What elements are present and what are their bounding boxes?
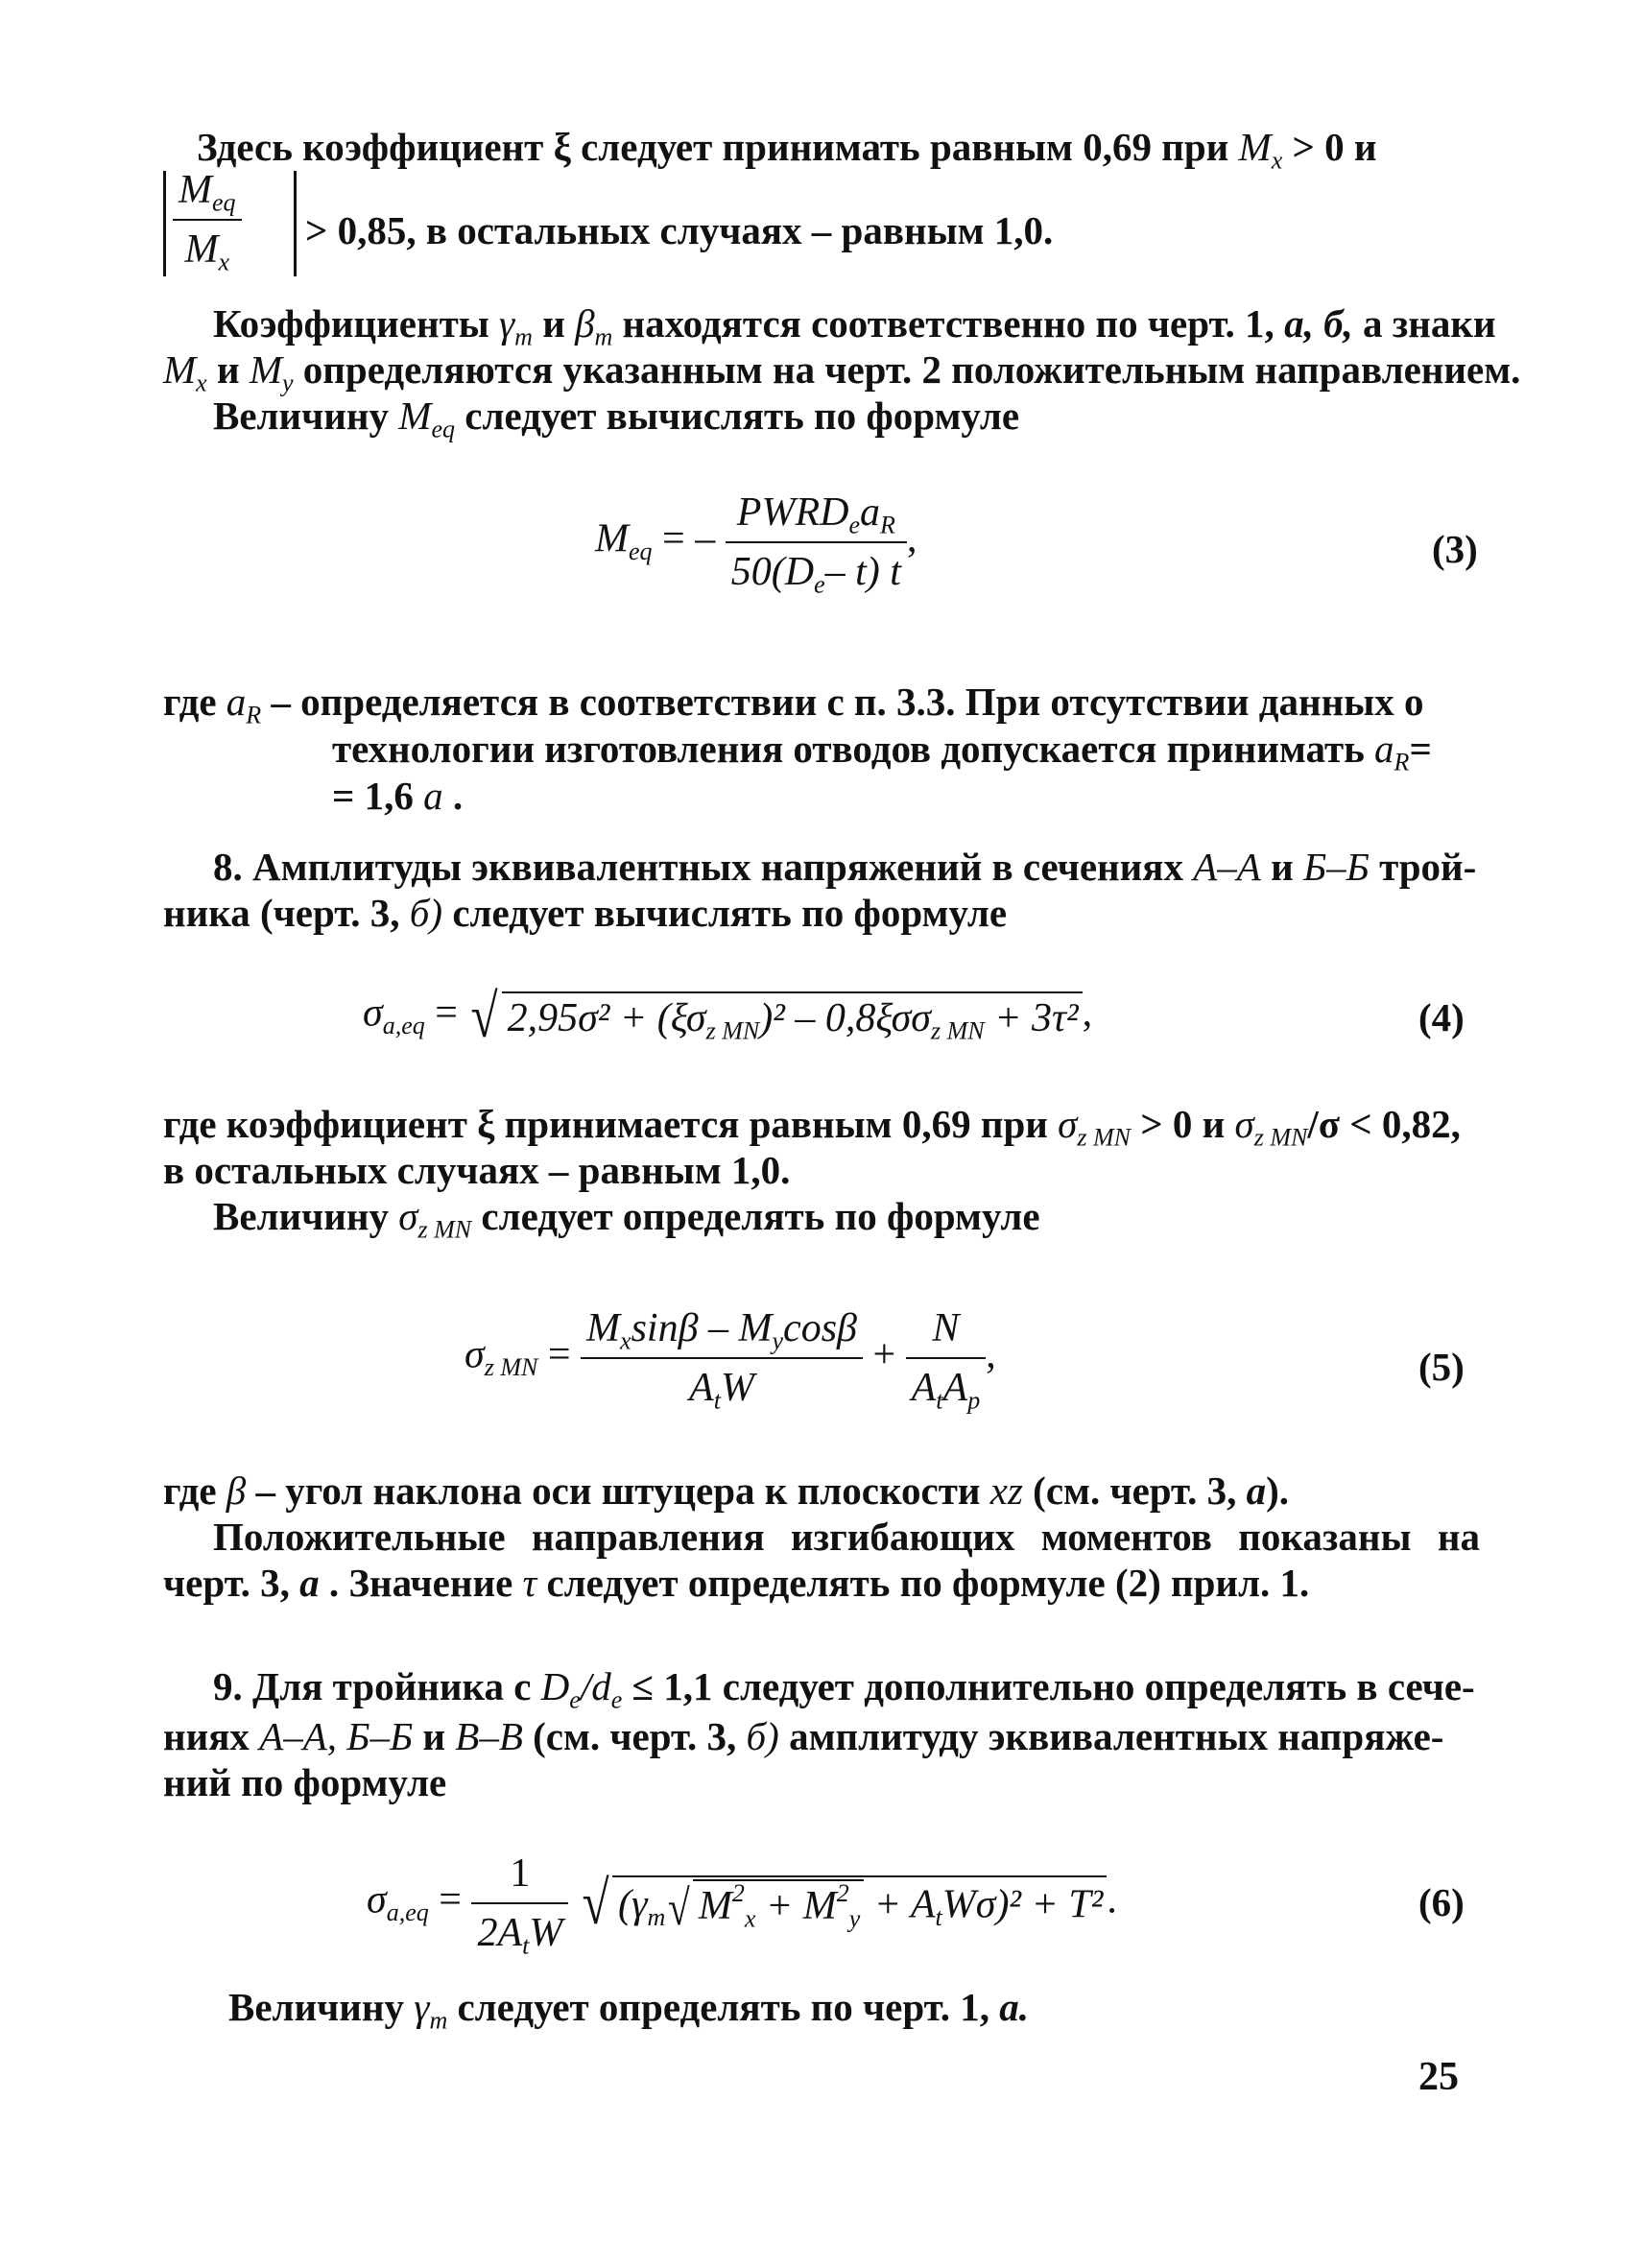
- eq5-den1-end: W: [720, 1366, 754, 1410]
- where-xi-s2-sub: z MN: [1253, 1123, 1308, 1152]
- where-ar-text-3: технологии изготовления отводов допускается принимать: [332, 727, 1365, 771]
- where-beta-text-1: где: [163, 1468, 217, 1513]
- eq5-lhs: σ: [465, 1332, 485, 1377]
- where-beta-text-2: – угол наклона оси штуцера к плоскости: [255, 1468, 981, 1513]
- coef-my-sub: y: [281, 369, 294, 397]
- eq6-eqsign: =: [439, 1877, 462, 1922]
- final-gamma: γ: [414, 1985, 430, 2029]
- eq6-lhs: σ: [367, 1877, 387, 1922]
- where-beta-text-4: ).: [1266, 1468, 1289, 1513]
- eq6-rad-c: Wσ)² + T²: [941, 1883, 1104, 1927]
- p9-dd: d: [591, 1664, 611, 1708]
- p8-and: и: [1271, 845, 1294, 889]
- eq6-dot: .: [1107, 1877, 1117, 1922]
- where-beta-text-3: (см. черт. 3,: [1033, 1468, 1237, 1513]
- where-xi-text-2: > 0 и: [1140, 1102, 1226, 1146]
- eq6-rad-b-sub: t: [935, 1903, 942, 1932]
- intro-line-2: [305, 206, 1053, 254]
- eq4-rad-3: + 3τ²: [994, 996, 1079, 1040]
- eq5-num1-end: cosβ: [783, 1306, 857, 1350]
- eq3-eqsign: = –: [662, 516, 716, 561]
- coef-meq-sub: eq: [431, 415, 455, 443]
- eq3-lhs-sub: eq: [629, 537, 653, 565]
- eq6-rad-a-sub: m: [647, 1903, 666, 1932]
- where-beta-a-2: а: [299, 1561, 320, 1605]
- coef-line-1: [213, 299, 1496, 351]
- eq5-den2-sub: t: [936, 1386, 943, 1415]
- eq6-den-end: W: [529, 1911, 563, 1955]
- where-xi-s3: σ: [398, 1194, 418, 1238]
- p8-text-3: ника (черт. 3,: [163, 891, 400, 935]
- where-ar-sym-3: a: [423, 774, 443, 818]
- eq3-lhs: M: [595, 516, 629, 561]
- abs-fraction: [173, 167, 242, 276]
- eq5-fraction-2: [906, 1305, 987, 1415]
- intro-text-2: > 0,85, в остальных случаях – равным 1,0.: [305, 208, 1054, 252]
- eq3-den-rest: – t) t: [824, 550, 901, 594]
- where-beta-xz: xz: [989, 1468, 1023, 1513]
- eq5-plus: +: [872, 1332, 896, 1377]
- where-beta-tau: τ: [522, 1561, 537, 1605]
- eq3-comma: ,: [906, 516, 917, 561]
- intro-line-1: [197, 123, 1483, 175]
- eq6-inner-sub2: y: [848, 1904, 861, 1933]
- where-ar-sym-sub: R: [246, 701, 262, 729]
- where-ar-text-4: = 1,6: [332, 774, 414, 818]
- where-xi-line-3: [213, 1192, 1040, 1244]
- coef-beta-sub: m: [594, 322, 613, 351]
- coef-gamma-sub: m: [514, 322, 533, 351]
- eq4-rad-2: )² – 0,8ξσσ: [759, 996, 932, 1040]
- where-xi-text-3: /σ < 0,82,: [1307, 1102, 1461, 1146]
- where-ar-sym: a: [226, 680, 247, 724]
- equation-4-label: (4): [1418, 995, 1465, 1039]
- coef-text-6: следует вычислять по формуле: [465, 394, 1020, 438]
- p9-de-sub: e: [569, 1685, 581, 1714]
- eq3-num-sub-e: e: [848, 511, 860, 539]
- where-xi-s1-sub: z MN: [1077, 1123, 1131, 1152]
- p9-text-1: 9. Для тройника с: [213, 1664, 532, 1708]
- eq5-num1: M: [586, 1306, 621, 1350]
- p9-sec-2: Б–Б: [346, 1714, 414, 1758]
- p9-line-2: [163, 1712, 1480, 1760]
- p9-sec-3: В–В: [455, 1714, 523, 1758]
- where-ar-line-2: [332, 725, 1480, 776]
- eq6-inner-mx: M: [698, 1884, 732, 1929]
- where-xi-line-2: [163, 1146, 790, 1194]
- eq4-sqrt: √ $2,95\sigma^2 + (\xi\sigma_{z MN})^2 - 0,8\xi\sigma\sigma_{z MN} + 3\tau^2$: [467, 981, 1082, 1052]
- intro-mx-sub: x: [1271, 146, 1283, 175]
- eq6-fraction: [471, 1850, 568, 1960]
- equation-3: [595, 489, 917, 599]
- eq3-num-sub-r: R: [879, 511, 895, 539]
- coef-line-3: [213, 392, 1020, 443]
- eq5-num2: N: [932, 1306, 960, 1350]
- p8-line-2: [163, 889, 1007, 937]
- eq4-rad-sub-2: z MN: [931, 1016, 985, 1045]
- frac-num-sub: eq: [212, 188, 236, 217]
- eq3-fraction: [726, 489, 907, 599]
- final-gamma-sub: m: [429, 2006, 448, 2035]
- where-xi-line-1: [163, 1100, 1480, 1152]
- p9-text-2: ≤ 1,1 следует дополнительно определять в сече-: [631, 1664, 1475, 1708]
- coef-beta: β: [575, 301, 595, 346]
- frac-den: M: [184, 227, 219, 272]
- eq6-inner-sup1: 2: [731, 1879, 745, 1908]
- eq6-num: 1: [510, 1851, 531, 1896]
- eq4-comma: ,: [1082, 991, 1093, 1036]
- p9-sec-1: А–А,: [259, 1714, 338, 1758]
- coef-text-2: находятся соответственно по черт. 1,: [622, 301, 1275, 346]
- frac-num: M: [179, 168, 212, 212]
- equation-6: [367, 1850, 1117, 1960]
- p9-line-3: [163, 1758, 446, 1806]
- where-beta-line-1: [163, 1467, 1289, 1515]
- eq4-rad-1: 2,95σ² + (ξσ: [507, 996, 706, 1040]
- final-line: [228, 1983, 1029, 2035]
- where-ar-sym-2-sub: R: [1394, 748, 1410, 776]
- equation-6-label: (6): [1418, 1880, 1465, 1924]
- where-ar-line-1: [163, 678, 1480, 729]
- coef-and-2: и: [216, 347, 240, 392]
- p9-text-3: ниях: [163, 1714, 250, 1758]
- eq5-den1: A: [689, 1366, 714, 1410]
- eq6-den-sub: t: [522, 1931, 530, 1960]
- p8-text-4: б): [409, 891, 443, 935]
- p8-text-2: трой-: [1379, 845, 1477, 889]
- abs-bar-left: [163, 171, 166, 276]
- where-ar-end: .: [452, 774, 464, 818]
- final-text-2: следует определять по черт. 1,: [457, 1985, 989, 2029]
- eq6-sqrt-inner: √ $M^2_x + M^2_y$: [665, 1879, 864, 1937]
- coef-text-3: а знаки: [1363, 301, 1496, 346]
- coef-line-2: [163, 346, 1521, 397]
- final-a: а.: [999, 1985, 1029, 2029]
- eq5-fraction-1: [581, 1305, 863, 1415]
- eq5-den2-mid: A: [942, 1366, 968, 1410]
- coef-meq: M: [398, 394, 432, 438]
- where-beta-text-6: черт. 3,: [163, 1561, 290, 1605]
- equation-5: [465, 1305, 996, 1415]
- coef-gamma: γ: [499, 301, 515, 346]
- where-beta-line-3: [163, 1559, 1309, 1607]
- p8-text-1: 8. Амплитуды эквивалентных напряжений в сечениях: [213, 845, 1183, 889]
- eq5-den1-sub: t: [713, 1386, 721, 1415]
- eq6-rad-b: + A: [873, 1883, 936, 1927]
- eq6-inner-sup2: 2: [836, 1879, 849, 1908]
- equation-4: [363, 981, 1092, 1052]
- p9-line-1: [213, 1662, 1480, 1714]
- coef-text-5: Величину: [213, 394, 390, 438]
- where-ar-text-2: – определяется в соответствии с п. 3.3. При отсутствии данных о: [271, 680, 1424, 724]
- p9-slash: /: [580, 1664, 592, 1708]
- p9-text-6: амплитуду эквивалентных напряже-: [789, 1714, 1444, 1758]
- eq6-rad-a: (γ: [617, 1883, 648, 1927]
- eq3-num-a: a: [859, 490, 880, 535]
- eq5-den2-sub2: p: [967, 1386, 981, 1415]
- eq5-eqsign: =: [547, 1332, 571, 1377]
- eq6-inner-sub1: x: [744, 1904, 756, 1933]
- p9-text-4: (см. черт. 3,: [533, 1714, 737, 1758]
- abs-bar-right: [294, 171, 297, 276]
- equation-3-label: (3): [1432, 527, 1478, 571]
- where-beta-a: а: [1246, 1468, 1267, 1513]
- p9-de: D: [540, 1664, 570, 1708]
- where-xi-text-4: в остальных случаях – равным 1,0.: [163, 1148, 791, 1192]
- where-ar-line-3: [332, 772, 463, 820]
- where-xi-s1: σ: [1058, 1102, 1078, 1146]
- where-beta-text-7: . Значение: [328, 1561, 513, 1605]
- p8-line-1: [213, 843, 1480, 891]
- eq6-lhs-sub: a,eq: [386, 1898, 429, 1926]
- eq4-lhs-sub: a,eq: [382, 1011, 425, 1039]
- eq6-inner-my: + M: [765, 1884, 837, 1929]
- intro-text-1: Здесь коэффициент ξ следует принимать равным 0,69 при: [197, 125, 1229, 169]
- p8-sec-2: Б–Б: [1302, 845, 1370, 889]
- eq5-comma: ,: [986, 1332, 996, 1377]
- where-ar-sym-2: a: [1374, 727, 1394, 771]
- where-beta-text-5: Положительные направления изгибающих моментов показаны на: [213, 1515, 1480, 1559]
- eq5-num1-sub2: y: [772, 1326, 784, 1355]
- where-xi-s2: σ: [1234, 1102, 1254, 1146]
- where-xi-s3-sub: z MN: [417, 1215, 472, 1244]
- eq4-lhs: σ: [363, 991, 383, 1036]
- equation-5-label: (5): [1418, 1345, 1465, 1389]
- where-beta-sym: β: [226, 1468, 247, 1513]
- eq3-num: PWRD: [736, 490, 849, 535]
- where-ar-text-1: где: [163, 680, 217, 724]
- eq5-den2: A: [911, 1366, 937, 1410]
- p9-and: и: [422, 1714, 446, 1758]
- coef-mx-sub: x: [196, 369, 207, 397]
- eq5-num1-mid: sinβ – M: [631, 1306, 773, 1350]
- where-beta-text-8: следует определять по формуле (2) прил. 1.: [546, 1561, 1310, 1605]
- eq5-lhs-sub: z MN: [484, 1352, 538, 1381]
- coef-text-1: Коэффициенты: [213, 301, 489, 346]
- coef-mx: M: [163, 347, 197, 392]
- intro-cond-rest: > 0 и: [1292, 125, 1377, 169]
- frac-den-sub: x: [218, 248, 230, 276]
- coef-ab: а, б,: [1284, 301, 1353, 346]
- eq3-den: 50(D: [730, 550, 815, 594]
- intro-mx: M: [1238, 125, 1272, 169]
- where-xi-text-5: Величину: [213, 1194, 390, 1238]
- eq4-eqsign: =: [435, 991, 458, 1036]
- where-xi-text-6: следует определять по формуле: [481, 1194, 1040, 1238]
- coef-text-4: определяются указанным на черт. 2 положительным направлением.: [302, 347, 1521, 392]
- coef-and: и: [542, 301, 565, 346]
- eq4-rad-sub-1: z MN: [705, 1016, 760, 1045]
- page-number: 25: [1418, 2055, 1459, 2099]
- eq6-sqrt-outer: √ ($\gamma_m√$ $M^2_x + M^2_y + A_tW\sigma)^2 + T^2$: [579, 1868, 1107, 1939]
- coef-my: M: [249, 347, 282, 392]
- where-ar-eq: =: [1409, 727, 1432, 771]
- final-text-1: Величину: [228, 1985, 405, 2029]
- p8-sec-1: А–А: [1193, 845, 1261, 889]
- where-xi-text-1: где коэффициент ξ принимается равным 0,69 при: [163, 1102, 1048, 1146]
- eq6-den: 2A: [477, 1911, 523, 1955]
- p9-dd-sub: e: [610, 1685, 623, 1714]
- p9-text-7: ний по формуле: [163, 1760, 447, 1804]
- eq5-num1-sub: x: [620, 1326, 631, 1355]
- p8-text-5: следует вычислять по формуле: [452, 891, 1008, 935]
- eq3-den-sub: e: [814, 570, 825, 599]
- where-beta-line-2: [213, 1513, 1480, 1561]
- p9-text-5: б): [746, 1714, 779, 1758]
